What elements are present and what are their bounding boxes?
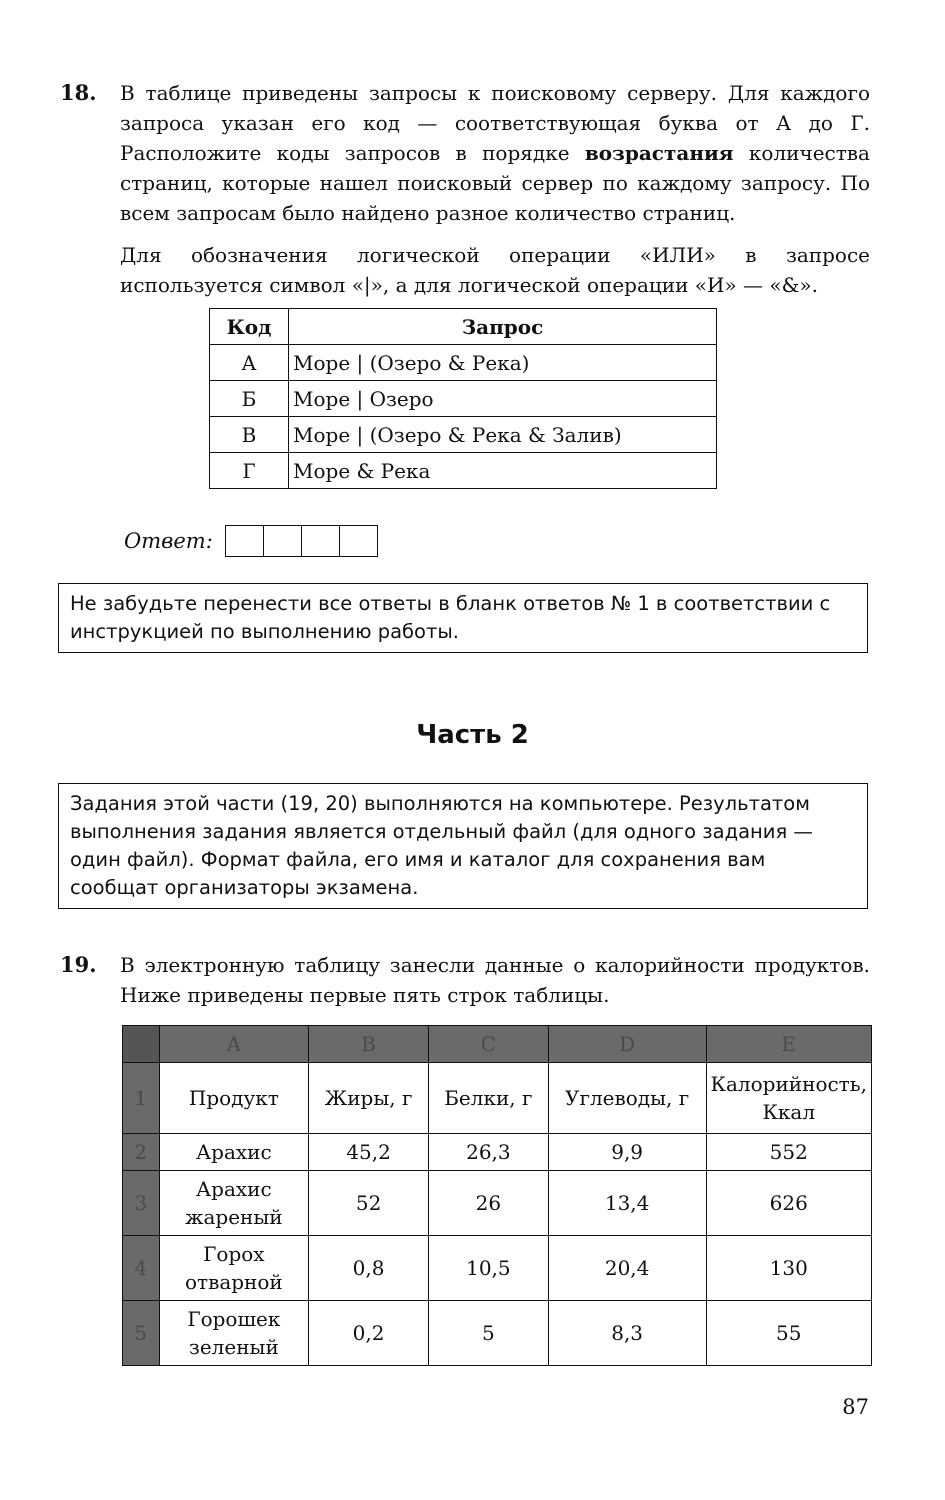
answer-cell-4[interactable] xyxy=(340,526,377,556)
answer-cell-3[interactable] xyxy=(302,526,340,556)
column-header: C xyxy=(428,1026,548,1063)
task-18-paragraph-1 xyxy=(120,78,870,228)
cell: 626 xyxy=(706,1171,872,1236)
cell: 10,5 xyxy=(428,1236,548,1301)
task-number: 18. xyxy=(60,80,97,105)
table-row xyxy=(123,1171,872,1236)
cell: 5 xyxy=(428,1301,548,1366)
cell: 26 xyxy=(428,1171,548,1236)
row-header: 2 xyxy=(123,1134,160,1171)
cell: Горох отварной xyxy=(159,1236,309,1301)
table-row xyxy=(210,417,717,453)
cell: Арахис xyxy=(159,1134,309,1171)
query-code: А xyxy=(210,345,289,381)
cell: Калорийность, Ккал xyxy=(706,1063,872,1134)
task-18-paragraph-2: Для обозначения логической операции «ИЛИ» в запросе используется символ «|», а для логической операции «И» — «&». xyxy=(120,243,870,297)
row-header: 3 xyxy=(123,1171,160,1236)
column-header: E xyxy=(706,1026,872,1063)
cell: 0,8 xyxy=(309,1236,429,1301)
task-18 xyxy=(60,78,870,312)
row-header: 1 xyxy=(123,1063,160,1134)
spreadsheet xyxy=(122,1025,872,1366)
column-header: D xyxy=(548,1026,706,1063)
cell: Продукт xyxy=(159,1063,309,1134)
query-text: Море | (Озеро & Река) xyxy=(289,345,717,381)
header-query: Запрос xyxy=(289,309,717,345)
row-header: 4 xyxy=(123,1236,160,1301)
task-19-paragraph: В электронную таблицу занесли данные о калорийности продуктов. Ниже приведены первые пять строк таблицы. xyxy=(120,953,870,1007)
cell: 52 xyxy=(309,1171,429,1236)
cell: 20,4 xyxy=(548,1236,706,1301)
page-number: 87 xyxy=(842,1395,869,1419)
task-number: 19. xyxy=(60,952,97,977)
table-row xyxy=(123,1063,872,1134)
query-table xyxy=(209,308,717,489)
task-19-text xyxy=(120,950,870,1010)
cell: 130 xyxy=(706,1236,872,1301)
task-text-part: В таблице приведены запросы к поисковому серверу. Для каждого запроса указан его код — соответствующая буква от А до Г. Расположите коды запросов в порядке xyxy=(120,81,870,165)
cell: Углеводы, г xyxy=(548,1063,706,1134)
cell: 26,3 xyxy=(428,1134,548,1171)
cell: 45,2 xyxy=(309,1134,429,1171)
column-header-row xyxy=(123,1026,872,1063)
table-row xyxy=(123,1301,872,1366)
task-18-text xyxy=(120,78,870,300)
row-header: 5 xyxy=(123,1301,160,1366)
answer-cell-1[interactable] xyxy=(226,526,264,556)
column-header: A xyxy=(159,1026,309,1063)
cell: 9,9 xyxy=(548,1134,706,1171)
cell: Жиры, г xyxy=(309,1063,429,1134)
query-table-header xyxy=(210,309,717,345)
table-row xyxy=(123,1134,872,1171)
cell: 55 xyxy=(706,1301,872,1366)
cell: 8,3 xyxy=(548,1301,706,1366)
transfer-notice: Не забудьте перенести все ответы в бланк ответов № 1 в соответствии с инструкцией по выполнению работы. xyxy=(58,583,868,653)
cell: Горошек зеленый xyxy=(159,1301,309,1366)
cell: Арахис жареный xyxy=(159,1171,309,1236)
query-text: Море | Озеро xyxy=(289,381,717,417)
query-code: Б xyxy=(210,381,289,417)
table-row xyxy=(210,345,717,381)
table-row xyxy=(123,1236,872,1301)
cell: 552 xyxy=(706,1134,872,1171)
table-row xyxy=(210,453,717,489)
task-19 xyxy=(60,950,870,1022)
answer-boxes[interactable] xyxy=(225,525,378,557)
query-code: Г xyxy=(210,453,289,489)
header-code: Код xyxy=(210,309,289,345)
task-text-bold: возрастания xyxy=(584,141,734,165)
column-header: B xyxy=(309,1026,429,1063)
query-code: В xyxy=(210,417,289,453)
part-title: Часть 2 xyxy=(416,720,529,750)
query-text: Море | (Озеро & Река & Залив) xyxy=(289,417,717,453)
corner-cell xyxy=(123,1026,160,1063)
cell: 0,2 xyxy=(309,1301,429,1366)
query-text: Море & Река xyxy=(289,453,717,489)
answer-cell-2[interactable] xyxy=(264,526,302,556)
answer-label: Ответ: xyxy=(124,529,213,553)
task-text-part: количества страниц, которые нашел поисковый сервер по каждому запросу. По всем запросам было найдено разное количество страниц. xyxy=(120,141,870,225)
part-2-notice: Задания этой части (19, 20) выполняются на компьютере. Результатом выполнения задания является отдельный файл (для одного задания — один файл). Формат файла, его имя и каталог для сохранения вам сообщат организаторы экзамена. xyxy=(58,783,868,909)
answer-area xyxy=(124,525,378,557)
cell: Белки, г xyxy=(428,1063,548,1134)
table-row xyxy=(210,381,717,417)
cell: 13,4 xyxy=(548,1171,706,1236)
